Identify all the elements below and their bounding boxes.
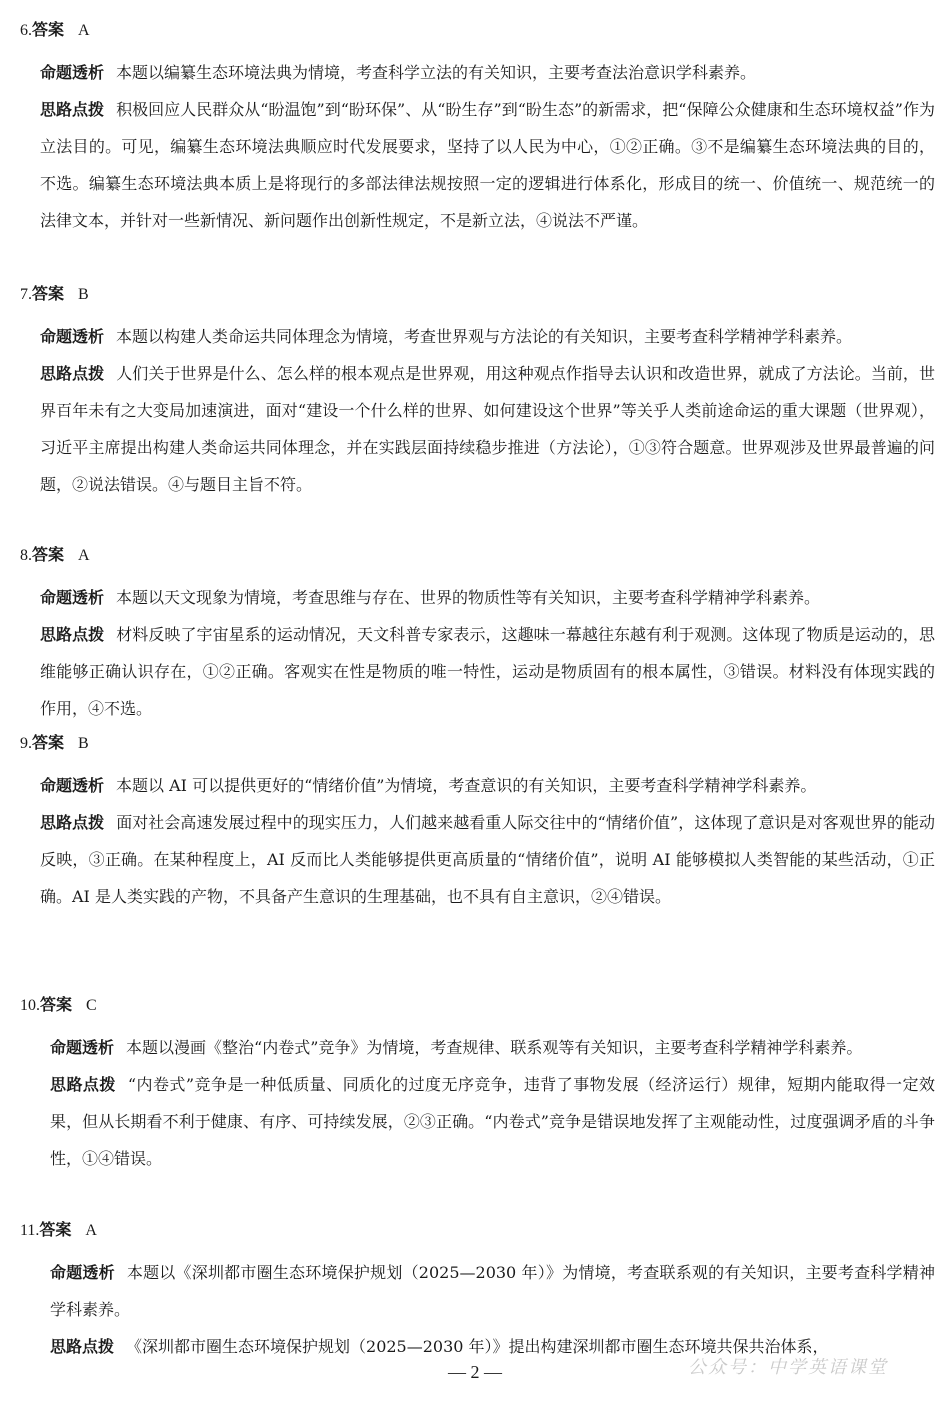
analysis-paragraph [40, 54, 935, 91]
answer-label: 答案 [40, 995, 73, 1014]
answer-value: C [86, 997, 97, 1014]
answer-label: 答案 [32, 20, 65, 39]
question-number: 10. [20, 997, 40, 1014]
answer-value: B [78, 286, 89, 303]
question-number: 8. [20, 547, 32, 564]
analysis-paragraph [50, 1254, 935, 1328]
question-number: 9. [20, 735, 32, 752]
hint-label: 思路点拨 [40, 100, 105, 119]
hint-text: 材料反映了宇宙星系的运动情况，天文科普专家表示，这趣味一幕越往东越有利于观测。这体现了物质是运动的，思维能够正确认识存在，①②正确。客观实在性是物质的唯一特性，运动是物质固有的根本属性，③错误。材料没有体现实践的作用，④不选。 [40, 625, 935, 718]
answer-line [20, 995, 935, 1017]
answer-value: A [85, 1222, 97, 1239]
question-number: 6. [20, 22, 32, 39]
question-7 [20, 284, 935, 503]
question-8 [20, 545, 935, 727]
answer-label: 答案 [32, 284, 65, 303]
analysis-text: 本题以编纂生态环境法典为情境，考查科学立法的有关知识，主要考查法治意识学科素养。 [116, 63, 757, 82]
answer-label: 答案 [32, 733, 65, 752]
analysis-text: 本题以构建人类命运共同体理念为情境，考查世界观与方法论的有关知识，主要考查科学精神学科素养。 [116, 327, 853, 346]
question-9 [20, 733, 935, 915]
answer-line [20, 1220, 935, 1242]
analysis-label: 命题透析 [50, 1038, 115, 1057]
analysis-label: 命题透析 [50, 1263, 115, 1282]
answer-label: 答案 [32, 545, 65, 564]
analysis-label: 命题透析 [40, 776, 105, 795]
answer-line [20, 20, 935, 42]
hint-paragraph [40, 355, 935, 503]
question-6 [20, 20, 935, 239]
analysis-label: 命题透析 [40, 63, 105, 82]
analysis-paragraph [50, 1029, 935, 1066]
answer-line [20, 545, 935, 567]
analysis-paragraph [40, 579, 935, 616]
hint-label: 思路点拨 [40, 364, 105, 383]
analysis-label: 命题透析 [40, 327, 105, 346]
hint-text: 积极回应人民群众从“盼温饱”到“盼环保”、从“盼生存”到“盼生态”的新需求，把“保障公众健康和生态环境权益”作为立法目的。可见，编纂生态环境法典顺应时代发展要求，坚持了以人民为中心，①②正确。③不是编纂生态环境法典的目的，不选。编纂生态环境法典本质上是将现行的多部法律法规按照一定的逻辑进行体系化，形成目的统一、价值统一、规范统一的法律文本，并针对一些新情况、新问题作出创新性规定，不是新立法，④说法不严谨。 [40, 100, 935, 230]
answer-value: A [78, 22, 90, 39]
analysis-text: 本题以 AI 可以提供更好的“情绪价值”为情境，考查意识的有关知识，主要考查科学精神学科素养。 [116, 776, 817, 795]
question-11 [20, 1220, 935, 1365]
answer-label: 答案 [39, 1220, 72, 1239]
hint-label: 思路点拨 [40, 813, 105, 832]
analysis-text: 本题以天文现象为情境，考查思维与存在、世界的物质性等有关知识，主要考查科学精神学科素养。 [116, 588, 821, 607]
watermark: 公众号：中学英语课堂 [688, 1357, 888, 1378]
answer-line [20, 733, 935, 755]
hint-label: 思路点拨 [50, 1075, 116, 1094]
question-number: 7. [20, 286, 32, 303]
hint-paragraph [40, 616, 935, 727]
hint-label: 思路点拨 [50, 1337, 115, 1356]
hint-text: 面对社会高速发展过程中的现实压力，人们越来越看重人际交往中的“情绪价值”，这体现了意识是对客观世界的能动反映，③正确。在某种程度上，AI 反而比人类能够提供更高质量的“情绪价值”，说明 AI 能够模拟人类智能的某些活动，①正确。AI 是人类实践的产物，不具备产生意识的生理基础，也不具有自主意识，②④错误。 [40, 813, 935, 906]
hint-text: 人们关于世界是什么、怎么样的根本观点是世界观，用这种观点作指导去认识和改造世界，就成了方法论。当前，世界百年未有之大变局加速演进，面对“建设一个什么样的世界、如何建设这个世界”等关乎人类前途命运的重大课题（世界观），习近平主席提出构建人类命运共同体理念，并在实践层面持续稳步推进（方法论），①③符合题意。世界观涉及世界最普遍的问题，②说法错误。④与题目主旨不符。 [40, 364, 935, 494]
page-number: — 2 — [448, 1362, 502, 1382]
question-number: 11. [20, 1222, 40, 1239]
analysis-text: 本题以《深圳都市圈生态环境保护规划（2025—2030 年）》为情境，考查联系观的有关知识，主要考查科学精神学科素养。 [50, 1263, 935, 1319]
hint-paragraph [40, 91, 935, 239]
answer-line [20, 284, 935, 306]
analysis-label: 命题透析 [40, 588, 105, 607]
hint-text: “内卷式”竞争是一种低质量、同质化的过度无序竞争，违背了事物发展（经济运行）规律，短期内能取得一定效果，但从长期看不利于健康、有序、可持续发展，②③正确。“内卷式”竞争是错误地发挥了主观能动性，过度强调矛盾的斗争性，①④错误。 [50, 1075, 935, 1168]
analysis-paragraph [40, 318, 935, 355]
question-10 [20, 995, 935, 1177]
hint-label: 思路点拨 [40, 625, 105, 644]
hint-paragraph [40, 804, 935, 915]
hint-paragraph [50, 1066, 935, 1177]
hint-text: 《深圳都市圈生态环境保护规划（2025—2030 年）》提出构建深圳都市圈生态环境共保共治体系， [126, 1337, 829, 1356]
answer-value: B [78, 735, 89, 752]
answer-value: A [78, 547, 90, 564]
analysis-paragraph [40, 767, 935, 804]
analysis-text: 本题以漫画《整治“内卷式”竞争》为情境，考查规律、联系观等有关知识，主要考查科学精神学科素养。 [126, 1038, 863, 1057]
